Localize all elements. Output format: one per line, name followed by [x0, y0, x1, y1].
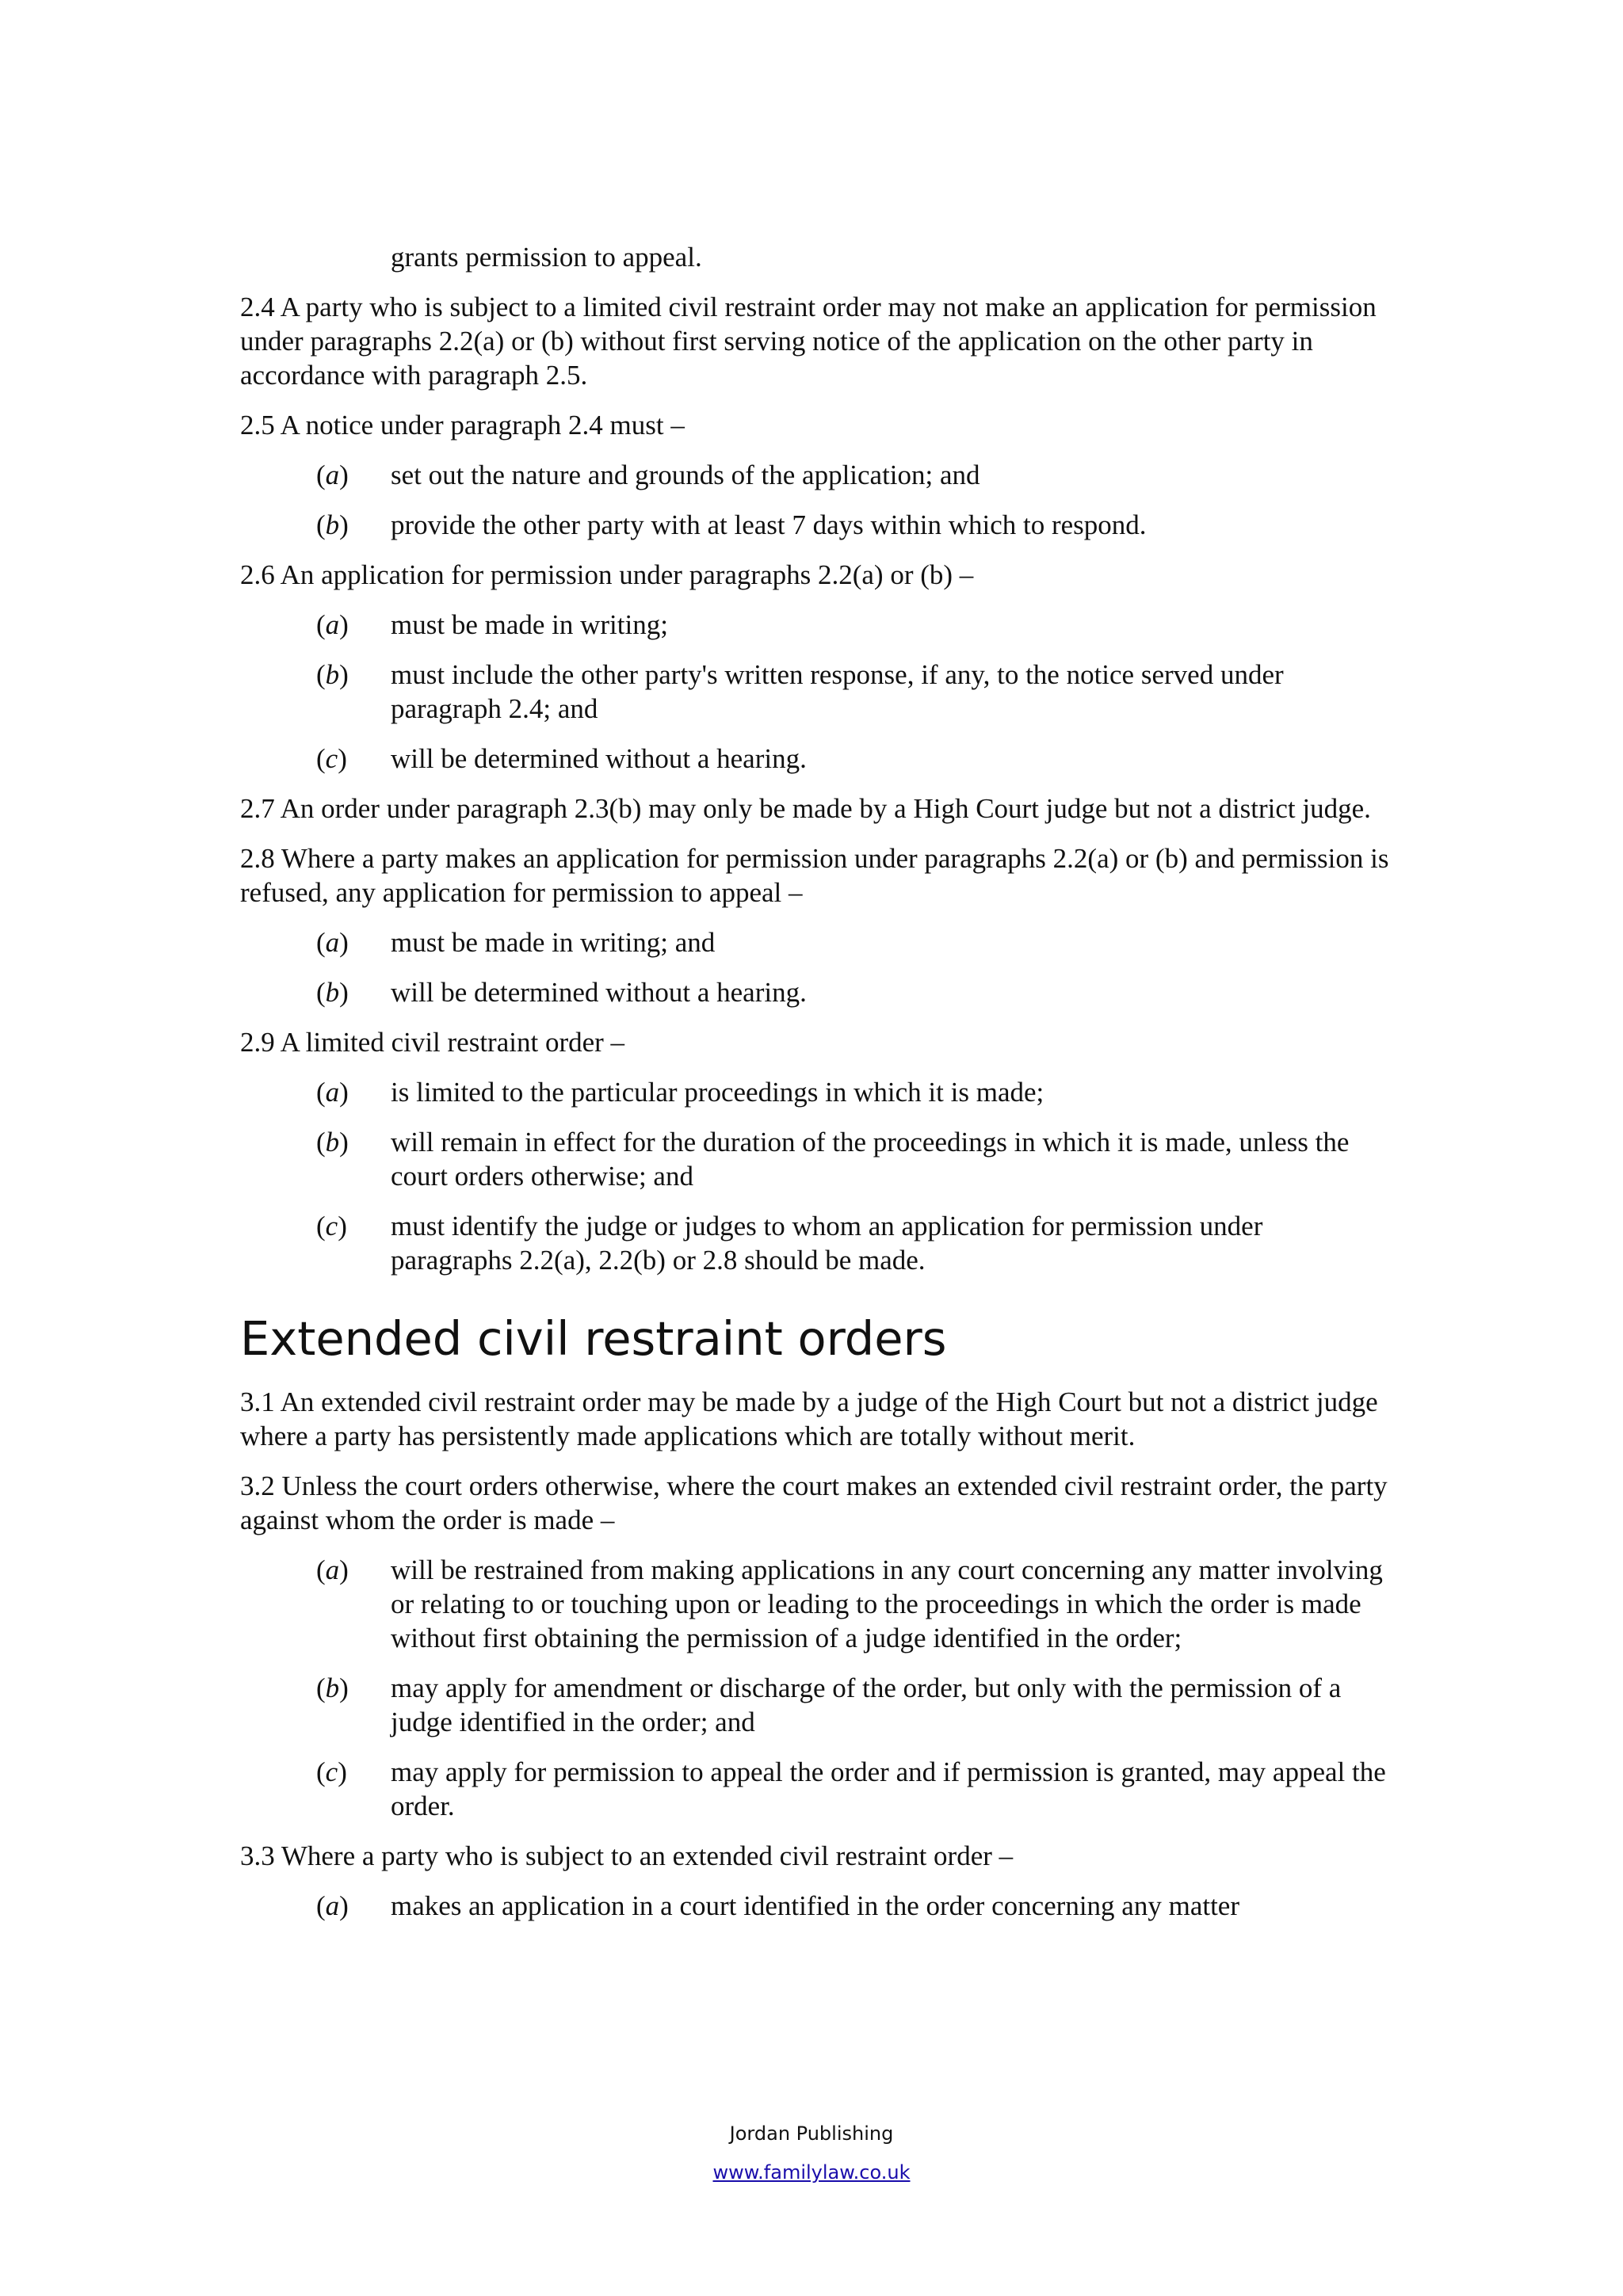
paragraph-3-1: 3.1 An extended civil restraint order may be made by a judge of the High Court but not a district judge where a party has persistently made applications which are totally without merit.: [240, 1386, 1378, 1451]
paragraph-2-5: 2.5 A notice under paragraph 2.4 must –: [240, 410, 685, 441]
list-item: [240, 975, 1391, 1009]
item-label: (c): [316, 743, 347, 774]
list-item: [240, 1889, 1391, 1923]
item-label: (b): [316, 977, 349, 1008]
item-label: (c): [316, 1211, 347, 1241]
item-label: (a): [316, 460, 349, 490]
item-text: may apply for permission to appeal the order and if permission is granted, may appeal the order.: [391, 1756, 1386, 1821]
list-item: [240, 458, 1391, 492]
item-label: (a): [316, 609, 349, 640]
list-item: [240, 1125, 1391, 1193]
list-item: [240, 1209, 1391, 1277]
footer-publisher: Jordan Publishing: [729, 2122, 894, 2145]
item-text: makes an application in a court identified in the order concerning any matter: [391, 1890, 1239, 1921]
item-label: (a): [316, 1890, 349, 1921]
paragraph-3-3: 3.3 Where a party who is subject to an extended civil restraint order –: [240, 1840, 1014, 1871]
list-item: [240, 608, 1391, 642]
paragraph-2-9: 2.9 A limited civil restraint order –: [240, 1027, 625, 1058]
item-text: must identify the judge or judges to whom an application for permission under paragraphs 2.2(a), 2.2(b) or 2.8 should be made.: [391, 1211, 1263, 1276]
list-item: [240, 1553, 1391, 1655]
list-item: [240, 925, 1391, 959]
section-heading: Extended civil restraint orders: [240, 1311, 947, 1366]
item-text: must be made in writing; and: [391, 927, 716, 958]
list-item: [240, 1671, 1391, 1739]
item-text: will be determined without a hearing.: [391, 743, 807, 774]
paragraph-2-8: 2.8 Where a party makes an application for permission under paragraphs 2.2(a) or (b) and permission is refused, any application for permission to appeal –: [240, 843, 1389, 908]
list-item: [240, 742, 1391, 776]
list-item: [240, 508, 1391, 542]
item-text: set out the nature and grounds of the application; and: [391, 460, 980, 490]
item-label: (a): [316, 1077, 349, 1108]
item-text: must be made in writing;: [391, 609, 668, 640]
footer-link[interactable]: www.familylaw.co.uk: [712, 2161, 911, 2183]
item-label: (b): [316, 1127, 349, 1158]
item-label: (c): [316, 1756, 347, 1787]
item-label: (b): [316, 1672, 349, 1703]
item-text: will remain in effect for the duration of the proceedings in which it is made, unless the court orders otherwise; and: [391, 1127, 1350, 1192]
item-text: will be determined without a hearing.: [391, 977, 807, 1008]
item-label: (a): [316, 1554, 349, 1585]
list-item: [240, 1075, 1391, 1109]
item-text: will be restrained from making applications in any court concerning any matter involving or relating to or touching upon or leading to the proceedings in which the order is made without first obtaining the permission of a judge identified in the order;: [391, 1554, 1383, 1653]
paragraph-2-4: 2.4 A party who is subject to a limited civil restraint order may not make an application for permission under paragraphs 2.2(a) or (b) without first serving notice of the application on the other party in accordance with paragraph 2.5.: [240, 292, 1377, 391]
paragraph-3-2: 3.2 Unless the court orders otherwise, where the court makes an extended civil restraint order, the party against whom the order is made –: [240, 1470, 1388, 1535]
item-text: may apply for amendment or discharge of the order, but only with the permission of a judge identified in the order; and: [391, 1672, 1342, 1737]
item-text: provide the other party with at least 7 days within which to respond.: [391, 509, 1147, 540]
paragraph-2-7: 2.7 An order under paragraph 2.3(b) may only be made by a High Court judge but not a district judge.: [240, 793, 1371, 824]
document-body: [240, 240, 1391, 1939]
continued-line: grants permission to appeal.: [391, 242, 702, 273]
item-label: (b): [316, 509, 349, 540]
item-label: (b): [316, 659, 349, 690]
item-label: (a): [316, 927, 349, 958]
item-text: must include the other party's written response, if any, to the notice served under paragraph 2.4; and: [391, 659, 1284, 724]
list-item: [240, 1755, 1391, 1823]
item-text: is limited to the particular proceedings in which it is made;: [391, 1077, 1044, 1108]
paragraph-2-6: 2.6 An application for permission under paragraphs 2.2(a) or (b) –: [240, 559, 974, 590]
list-item: [240, 658, 1391, 726]
